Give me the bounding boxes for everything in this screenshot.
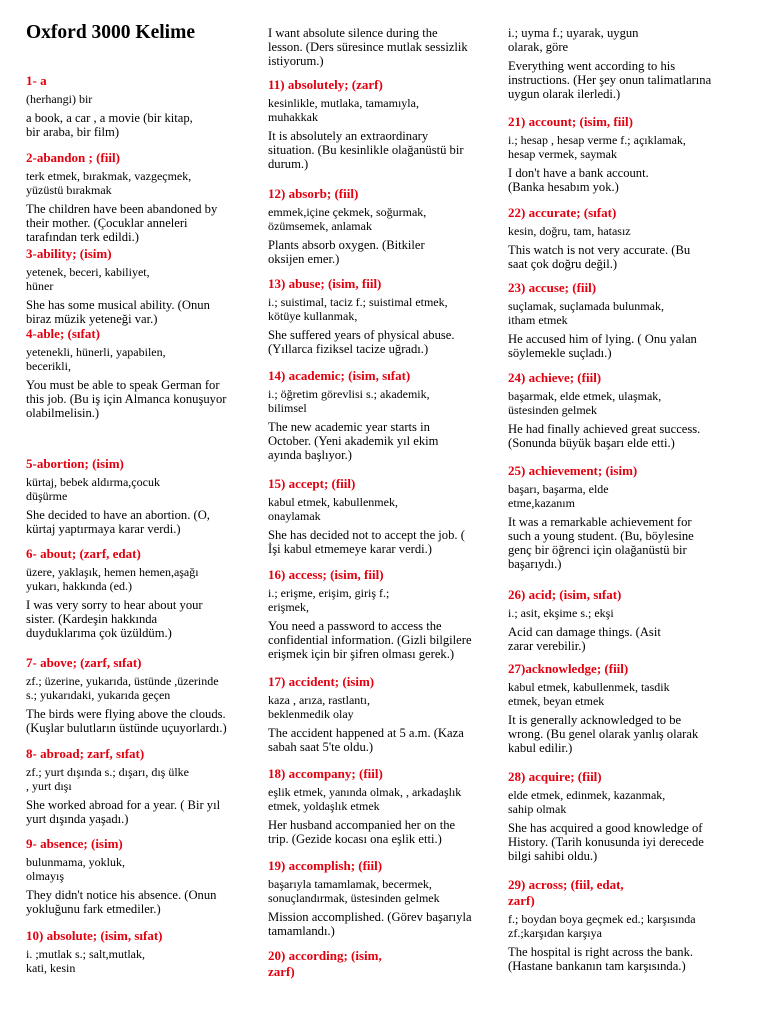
entry-headword: 5-abortion; (isim) — [26, 456, 124, 471]
entry-example: a book, a car , a movie (bir kitap, bir araba, bir film) — [26, 111, 193, 139]
entry-example: I was very sorry to hear about your sister. (Kardeşin hakkında duyduklarıma çok üzüldüm.) — [26, 598, 203, 640]
entry-headword: 12) absorb; (fiil) — [268, 186, 359, 201]
dictionary-entry — [268, 858, 498, 938]
dictionary-entry — [508, 587, 752, 653]
entry-meaning: i.; asit, ekşime s.; ekşi — [508, 606, 614, 620]
dictionary-entry — [26, 655, 256, 735]
entry-example: The children have been abandoned by their mother. (Çocuklar anneleri tarafından terk edildi.) — [26, 202, 218, 244]
dictionary-entry — [26, 546, 256, 640]
entry-example: She has acquired a good knowledge of History. (Tarih konusunda iyi derecede bilgi sahibi oldu.) — [508, 821, 704, 863]
entry-headword: 1- a — [26, 73, 47, 88]
entry-headword: 14) academic; (isim, sıfat) — [268, 368, 411, 383]
entry-example: It is generally acknowledged to be wrong. (Bu genel olarak yanlış olarak kabul edilir.) — [508, 713, 699, 755]
entry-example: She worked abroad for a year. ( Bir yıl yurt dışında yaşadı.) — [26, 798, 221, 826]
entry-headword: 21) account; (isim, fiil) — [508, 114, 633, 129]
entry-headword: 28) acquire; (fiil) — [508, 769, 602, 784]
dictionary-entry — [26, 150, 256, 244]
entry-example: You need a password to access the confidential information. (Gizli bilgilere erişmek için bir şifren olması gerek.) — [268, 619, 472, 661]
dictionary-entry — [26, 246, 256, 326]
entry-meaning: zf.; üzerine, yukarıda, üstünde ,üzerinde s.; yukarıdaki, yukarıda geçen — [26, 674, 219, 702]
dictionary-entry — [508, 769, 752, 863]
dictionary-entry — [26, 746, 256, 826]
dictionary-entry — [26, 836, 256, 916]
dictionary-entry — [26, 326, 256, 420]
entry-meaning: yetenekli, hünerli, yapabilen, becerikli, — [26, 345, 166, 373]
dictionary-entry — [508, 114, 752, 194]
dictionary-entry — [508, 370, 752, 450]
entry-meaning: kesin, doğru, tam, hatasız — [508, 224, 631, 238]
dictionary-entry — [508, 280, 752, 360]
entry-headword: 3-ability; (isim) — [26, 246, 112, 261]
entry-headword: 26) acid; (isim, sıfat) — [508, 587, 622, 602]
entry-headword: 16) access; (isim, fiil) — [268, 567, 384, 582]
entry-example: It is absolutely an extraordinary situation. (Bu kesinlikle olağanüstü bir durum.) — [268, 129, 464, 171]
entry-headword: 9- absence; (isim) — [26, 836, 123, 851]
dictionary-entry — [268, 276, 498, 356]
entry-example: The accident happened at 5 a.m. (Kaza sabah saat 5'te oldu.) — [268, 726, 464, 754]
entry-example: She has decided not to accept the job. ( İşi kabul etmemeye karar verdi.) — [268, 528, 465, 556]
entry-headword: 27)acknowledge; (fiil) — [508, 661, 629, 676]
entry-meaning: i.; suistimal, taciz f.; suistimal etmek, kötüye kullanmak, — [268, 295, 448, 323]
dictionary-entry — [26, 928, 256, 975]
entry-example: The birds were flying above the clouds. (Kuşlar bulutların üstünde uçuyorlardı.) — [26, 707, 227, 735]
entry-headword: 24) achieve; (fiil) — [508, 370, 602, 385]
dictionary-entry — [268, 948, 498, 980]
entry-meaning: i.; öğretim görevlisi s.; akademik, bilimsel — [268, 387, 430, 415]
dictionary-entry — [508, 877, 752, 973]
entry-meaning: i. ;mutlak s.; salt,mutlak, kati, kesin — [26, 947, 145, 975]
entry-headword: 10) absolute; (isim, sıfat) — [26, 928, 163, 943]
entry-headword: 23) accuse; (fiil) — [508, 280, 597, 295]
entry-headword: 6- about; (zarf, edat) — [26, 546, 141, 561]
dictionary-entry — [268, 476, 498, 556]
continued-text: I want absolute silence during the lesson. (Ders süresince mutlak sessizlik istiyorum.) — [268, 26, 468, 68]
page-title: Oxford 3000 Kelime — [26, 22, 195, 43]
entry-meaning: kaza , arıza, rastlantı, beklenmedik olay — [268, 693, 370, 721]
entry-headword: 25) achievement; (isim) — [508, 463, 638, 478]
entry-example: This watch is not very accurate. (Bu saat çok doğru değil.) — [508, 243, 691, 271]
entry-meaning: elde etmek, edinmek, kazanmak, sahip olmak — [508, 788, 666, 816]
dictionary-entry — [508, 463, 752, 571]
entry-meaning: üzere, yaklaşık, hemen hemen,aşağı yukarı, hakkında (ed.) — [26, 565, 199, 593]
entry-example: He had finally achieved great success. (Sonunda büyük başarı elde etti.) — [508, 422, 701, 450]
dictionary-entry — [268, 567, 498, 661]
entry-meaning: emmek,içine çekmek, soğurmak, özümsemek, anlamak — [268, 205, 427, 233]
entry-headword: 29) across; (fiil, edat, zarf) — [508, 877, 624, 908]
entry-meaning: kabul etmek, kabullenmek, tasdik etmek, beyan etmek — [508, 680, 670, 708]
dictionary-entry — [268, 766, 498, 846]
entry-headword: 19) accomplish; (fiil) — [268, 858, 383, 873]
entry-meaning: başarmak, elde etmek, ulaşmak, üstesinden gelmek — [508, 389, 662, 417]
entry-meaning: i.; erişme, erişim, giriş f.; erişmek, — [268, 586, 390, 614]
entry-meaning: yetenek, beceri, kabiliyet, hüner — [26, 265, 150, 293]
entry-meaning: suçlamak, suçlamada bulunmak, itham etmek — [508, 299, 664, 327]
entry-example: They didn't notice his absence. (Onun yokluğunu fark etmediler.) — [26, 888, 217, 916]
dictionary-entry — [508, 661, 752, 755]
entry-headword: 20) according; (isim, zarf) — [268, 948, 382, 979]
entry-example: Her husband accompanied her on the trip. (Gezide kocası ona eşlik etti.) — [268, 818, 456, 846]
dictionary-entry — [268, 186, 498, 266]
continued-text: i.; uyma f.; uyarak, uygun olarak, göre — [508, 26, 639, 54]
continued-example: Everything went according to his instructions. (Her şey onun talimatlarına uygun olarak ilerledi.) — [508, 59, 712, 101]
dictionary-entry — [26, 73, 256, 139]
entry-example: Mission accomplished. (Görev başarıyla tamamlandı.) — [268, 910, 472, 938]
entry-example: You must be able to speak German for this job. (Bu iş için Almanca konuşuyor olabilmelisin.) — [26, 378, 227, 420]
entry-meaning: eşlik etmek, yanında olmak, , arkadaşlık etmek, yoldaşlık etmek — [268, 785, 462, 813]
entry-meaning: başarı, başarma, elde etme,kazanım — [508, 482, 609, 510]
entry-headword: 7- above; (zarf, sıfat) — [26, 655, 142, 670]
dictionary-entry — [26, 456, 256, 536]
entry-headword: 11) absolutely; (zarf) — [268, 77, 383, 92]
dictionary-entry — [508, 205, 752, 271]
entry-example: Plants absorb oxygen. (Bitkiler oksijen emer.) — [268, 238, 425, 266]
entry-example: Acid can damage things. (Asit zarar verebilir.) — [508, 625, 661, 653]
entry-headword: 17) accident; (isim) — [268, 674, 375, 689]
entry-headword: 8- abroad; zarf, sıfat) — [26, 746, 145, 761]
entry-meaning: kabul etmek, kabullenmek, onaylamak — [268, 495, 398, 523]
dictionary-entry — [268, 368, 498, 462]
entry-headword: 18) accompany; (fiil) — [268, 766, 383, 781]
entry-meaning: f.; boydan boya geçmek ed.; karşısında zf.;karşıdan karşıya — [508, 912, 696, 940]
entry-meaning: i.; hesap , hesap verme f.; açıklamak, hesap vermek, saymak — [508, 133, 686, 161]
entry-meaning: kesinlikle, mutlaka, tamamıyla, muhakkak — [268, 96, 419, 124]
dictionary-entry — [268, 77, 498, 171]
entry-meaning: kürtaj, bebek aldırma,çocuk düşürme — [26, 475, 160, 503]
entry-example: She has some musical ability. (Onun biraz müzik yeteneği var.) — [26, 298, 210, 326]
entry-meaning: bulunmama, yokluk, olmayış — [26, 855, 125, 883]
entry-example: It was a remarkable achievement for such a young student. (Bu, böylesine genç bir öğrenci için olağanüstü bir başarıydı.) — [508, 515, 694, 571]
entry-headword: 15) accept; (fiil) — [268, 476, 356, 491]
entry-example: The new academic year starts in October. (Yeni akademik yıl ekim ayında başlıyor.) — [268, 420, 439, 462]
entry-meaning: zf.; yurt dışında s.; dışarı, dış ülke , yurt dışı — [26, 765, 189, 793]
entry-example: The hospital is right across the bank. (Hastane bankanın tam karşısında.) — [508, 945, 694, 973]
entry-headword: 4-able; (sıfat) — [26, 326, 101, 341]
entry-example: She decided to have an abortion. (O, kürtaj yaptırmaya karar verdi.) — [26, 508, 210, 536]
entry-example: He accused him of lying. ( Onu yalan söylemekle suçladı.) — [508, 332, 697, 360]
entry-example: She suffered years of physical abuse. (Yıllarca fiziksel tacize uğradı.) — [268, 328, 455, 356]
entry-headword: 13) abuse; (isim, fiil) — [268, 276, 382, 291]
entry-headword: 22) accurate; (sıfat) — [508, 205, 617, 220]
dictionary-entry — [268, 674, 498, 754]
entry-example: I don't have a bank account. (Banka hesabım yok.) — [508, 166, 649, 194]
entry-meaning: başarıyla tamamlamak, becermek, sonuçlandırmak, üstesinden gelmek — [268, 877, 440, 905]
entry-headword: 2-abandon ; (fiil) — [26, 150, 120, 165]
entry-meaning: terk etmek, bırakmak, vazgeçmek, yüzüstü bırakmak — [26, 169, 192, 197]
entry-meaning: (herhangi) bir — [26, 92, 93, 106]
